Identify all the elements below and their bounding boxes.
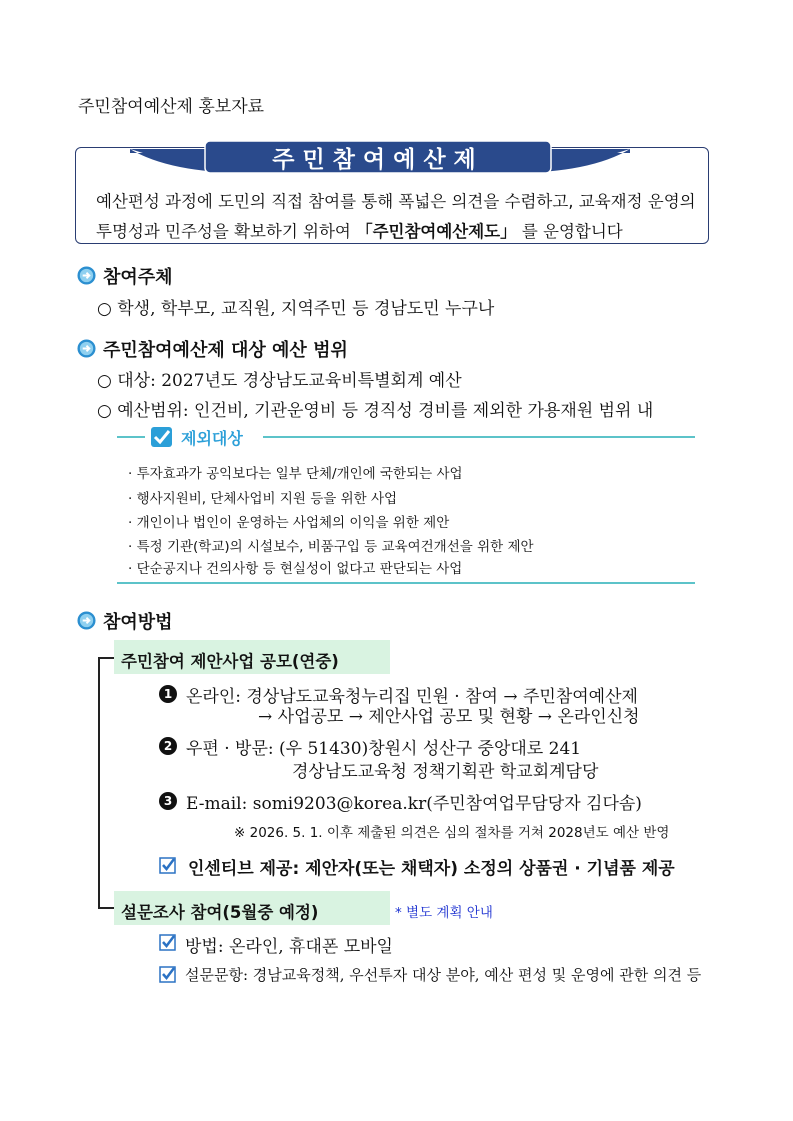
divider (117, 436, 145, 438)
section-title-budget-scope: 주민참여예산제 대상 예산 범위 (103, 340, 348, 361)
method-online-line1: 온라인: 경상남도교육청누리집 민원 · 참여 → 주민참여예산제 (186, 687, 638, 707)
method-email-line1: E-mail: somi9203@korea.kr(주민참여업무담당자 김다솜) (186, 794, 642, 814)
intro-line-2-bold: 「주민참여예산제도」 (356, 222, 517, 241)
exclusion-title: 제외대상 (181, 429, 243, 448)
survey-method: 방법: 온라인, 휴대폰 모바일 (185, 937, 393, 957)
budget-target-item: ○ 대상: 2027년도 경상남도교육비특별회계 예산 (97, 371, 462, 391)
intro-line-1: 예산편성 과정에 도민의 직접 참여를 통해 폭넓은 의견을 수렴하고, 교육재정 운영의 (96, 192, 696, 211)
contest-label: 주민참여 제안사업 공모(연중) (121, 652, 339, 671)
divider (263, 436, 695, 438)
method-email-note: ※ 2026. 5. 1. 이후 제출된 의견은 심의 절차를 거쳐 2028년도 예산 반영 (234, 825, 670, 841)
checkbox-icon (159, 966, 176, 983)
intro-line-2 (96, 218, 623, 242)
checkbox-icon (159, 934, 176, 951)
checkbox-icon (150, 426, 174, 448)
number-badge: 2 (159, 737, 177, 755)
document-label: 주민참여예산제 홍보자료 (78, 97, 265, 117)
number-badge: 1 (159, 685, 177, 703)
section-arrow-icon (77, 266, 96, 285)
exclusion-item: · 특정 기관(학교)의 시설보수, 비품구입 등 교육여건개선을 위한 제안 (128, 539, 534, 555)
section-arrow-icon (77, 339, 96, 358)
exclusion-item: · 개인이나 법인이 운영하는 사업체의 이익을 위한 제안 (128, 515, 450, 531)
intro-line-2-pre: 투명성과 민주성을 확보하기 위하여 (96, 222, 357, 241)
survey-questions: 설문문항: 경남교육정책, 우선투자 대상 분야, 예산 편성 및 운영에 관한 의견 등 (185, 966, 702, 984)
intro-line-2-post: 를 운영합니다 (516, 222, 623, 241)
section-title-participants: 참여주체 (103, 267, 173, 288)
budget-range-item: ○ 예산범위: 인건비, 기관운영비 등 경직성 경비를 제외한 가용재원 범위 내 (97, 401, 654, 421)
method-online-line2: → 사업공모 → 제안사업 공모 및 현황 → 온라인신청 (258, 707, 640, 727)
survey-label: 설문조사 참여(5월중 예정) (121, 903, 319, 922)
section-arrow-icon (77, 611, 96, 630)
banner-title: 주민참여예산제 (272, 147, 484, 173)
checkbox-icon (159, 857, 176, 874)
exclusion-item: · 투자효과가 공익보다는 일부 단체/개인에 국한되는 사업 (128, 466, 463, 482)
section-title-method: 참여방법 (103, 612, 173, 633)
tree-connector (98, 657, 114, 659)
participants-item: ○ 학생, 학부모, 교직원, 지역주민 등 경남도민 누구나 (97, 299, 495, 319)
exclusion-item: · 단순공지나 건의사항 등 현실성이 없다고 판단되는 사업 (128, 561, 463, 577)
tree-connector (98, 907, 114, 909)
number-badge: 3 (159, 792, 177, 810)
incentive-text: 인센티브 제공: 제안자(또는 채택자) 소정의 상품권 · 기념품 제공 (188, 859, 675, 879)
method-mail-line2: 경상남도교육청 정책기획관 학교회계담당 (292, 762, 599, 782)
tree-connector (98, 657, 100, 908)
exclusion-item: · 행사지원비, 단체사업비 지원 등을 위한 사업 (128, 491, 398, 507)
survey-note: * 별도 계획 안내 (395, 905, 493, 921)
method-mail-line1: 우편 · 방문: (우 51430)창원시 성산구 중앙대로 241 (186, 739, 582, 759)
divider (117, 582, 695, 584)
